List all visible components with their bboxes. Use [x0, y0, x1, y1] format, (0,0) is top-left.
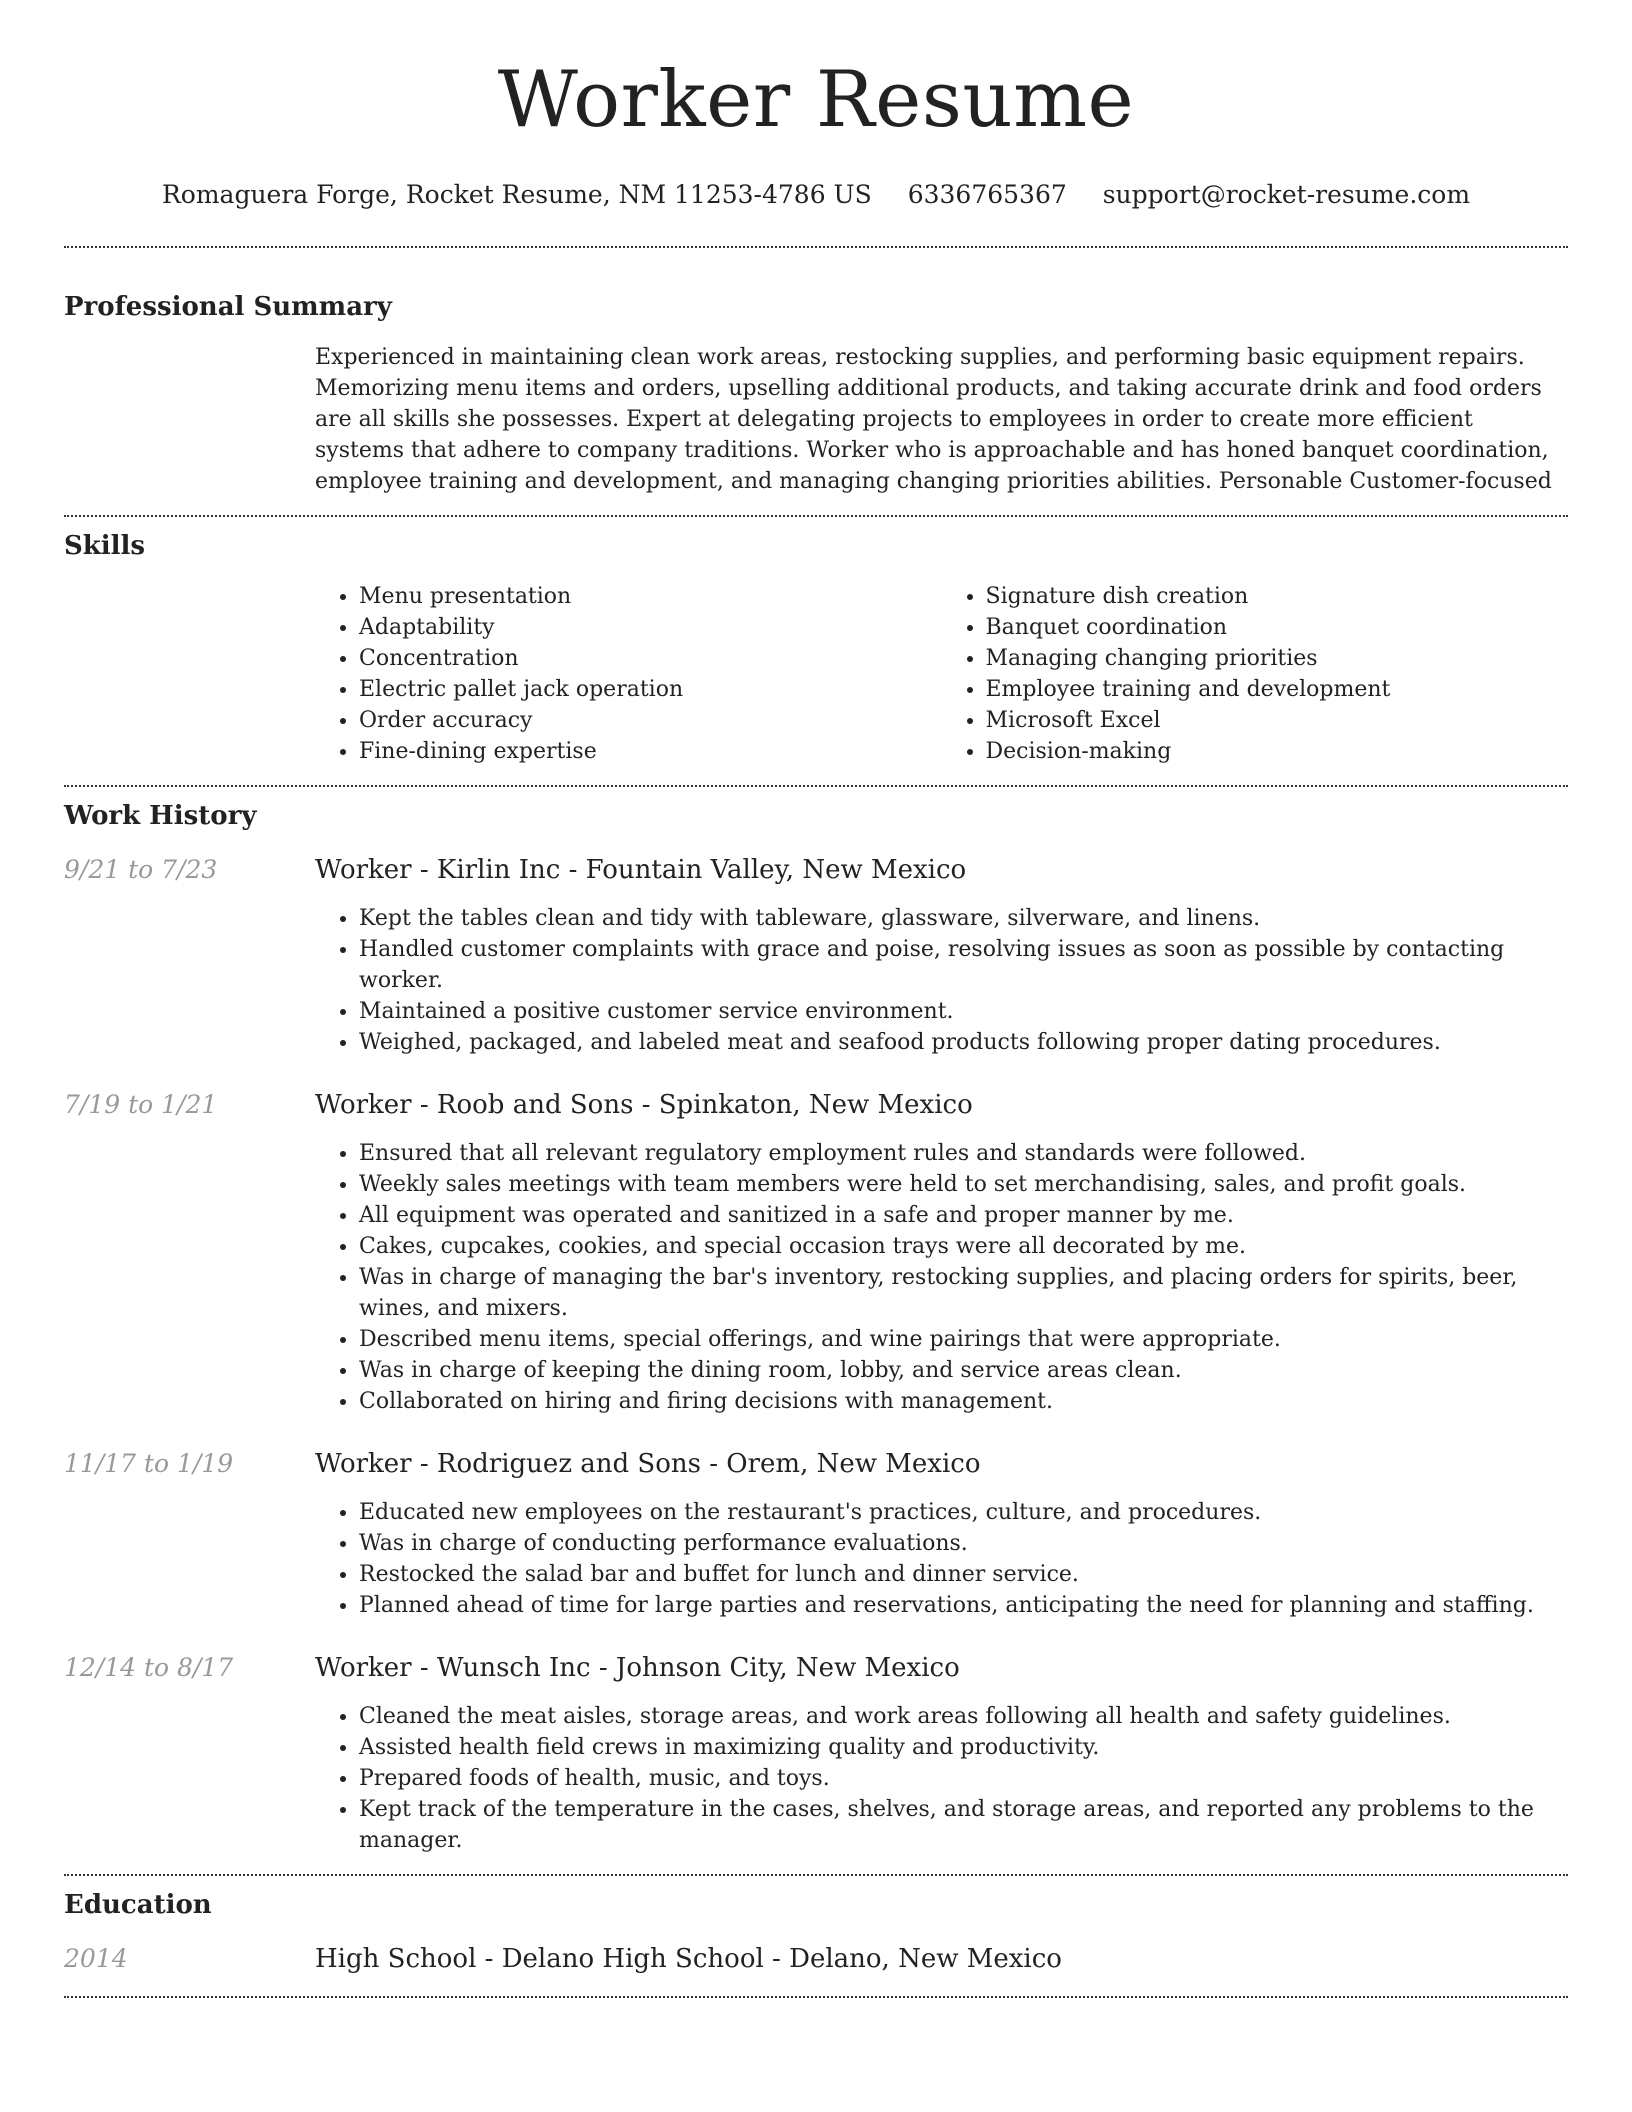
- job-title: Worker - Rodriguez and Sons - Orem, New Mexico: [315, 1449, 981, 1479]
- summary-row: [64, 342, 1568, 497]
- section-title-education: Education: [64, 1890, 212, 1920]
- job-bullet: • Described menu items, special offerings, and wine pairings that were appropriate.: [359, 1324, 1568, 1355]
- skill-item: • Banquet coordination: [986, 612, 1569, 643]
- skill-item: • Decision-making: [986, 736, 1569, 767]
- job-bullet: • Was in charge of keeping the dining room, lobby, and service areas clean.: [359, 1355, 1568, 1386]
- job-title: Worker - Kirlin Inc - Fountain Valley, New Mexico: [315, 855, 967, 885]
- job-bullet: • Ensured that all relevant regulatory employment rules and standards were followed.: [359, 1138, 1568, 1169]
- skill-item: • Employee training and development: [986, 674, 1569, 705]
- job-dates: 11/17 to 1/19: [64, 1449, 234, 1478]
- skills-columns: [315, 581, 1568, 767]
- job-bullet: • All equipment was operated and sanitized in a safe and proper manner by me.: [359, 1200, 1568, 1231]
- divider: [64, 515, 1568, 517]
- job-bullet: • Maintained a positive customer service environment.: [359, 996, 1568, 1027]
- job-bullet: • Cakes, cupcakes, cookies, and special occasion trays were all decorated by me.: [359, 1231, 1568, 1262]
- job-entry: [64, 1447, 1568, 1621]
- job-dates: 7/19 to 1/21: [64, 1090, 218, 1119]
- job-bullets: [315, 1497, 1568, 1621]
- skills-row: [64, 581, 1568, 767]
- skill-item: • Concentration: [359, 643, 942, 674]
- job-bullet: • Cleaned the meat aisles, storage areas, and work areas following all health and safety guidelines.: [359, 1701, 1568, 1732]
- education-entry: [64, 1942, 1568, 1976]
- job-bullet: • Weekly sales meetings with team members were held to set merchandising, sales, and profit goals.: [359, 1169, 1568, 1200]
- skill-item: • Menu presentation: [359, 581, 942, 612]
- skills-list-left: [315, 581, 942, 767]
- contact-phone: 6336765367: [907, 180, 1067, 209]
- divider: [64, 785, 1568, 787]
- divider: [64, 1874, 1568, 1876]
- job-bullet: • Handled customer complaints with grace and poise, resolving issues as soon as possible by contacting worker.: [359, 934, 1568, 996]
- education-title: High School - Delano High School - Delano, New Mexico: [315, 1944, 1062, 1974]
- job-bullet: • Was in charge of managing the bar's inventory, restocking supplies, and placing orders for spirits, beer, wines, and mixers.: [359, 1262, 1568, 1324]
- divider: [64, 1996, 1568, 1998]
- job-bullet: • Planned ahead of time for large parties and reservations, anticipating the need for planning and staffing.: [359, 1590, 1568, 1621]
- job-bullet: • Weighed, packaged, and labeled meat and seafood products following proper dating procedures.: [359, 1027, 1568, 1058]
- contact-address: Romaguera Forge, Rocket Resume, NM 11253-4786 US: [161, 180, 872, 209]
- job-dates: 12/14 to 8/17: [64, 1653, 234, 1682]
- section-title-work: Work History: [64, 801, 257, 831]
- section-title-summary: Professional Summary: [64, 292, 392, 322]
- education-year: 2014: [64, 1944, 128, 1973]
- job-bullets: [315, 1138, 1568, 1417]
- job-bullet: • Prepared foods of health, music, and toys.: [359, 1763, 1568, 1794]
- divider: [64, 246, 1568, 248]
- job-entry: [64, 853, 1568, 1058]
- job-bullet: • Restocked the salad bar and buffet for lunch and dinner service.: [359, 1559, 1568, 1590]
- job-dates: 9/21 to 7/23: [64, 855, 218, 884]
- job-bullet: • Educated new employees on the restaurant's practices, culture, and procedures.: [359, 1497, 1568, 1528]
- skill-item: • Order accuracy: [359, 705, 942, 736]
- skill-item: • Signature dish creation: [986, 581, 1569, 612]
- job-title: Worker - Wunsch Inc - Johnson City, New Mexico: [315, 1653, 960, 1683]
- job-bullet: • Kept track of the temperature in the cases, shelves, and storage areas, and reported any problems to the manager.: [359, 1794, 1568, 1856]
- job-bullet: • Was in charge of conducting performance evaluations.: [359, 1528, 1568, 1559]
- skills-list-right: [942, 581, 1569, 767]
- skill-item: • Adaptability: [359, 612, 942, 643]
- skill-item: • Electric pallet jack operation: [359, 674, 942, 705]
- job-bullet: • Assisted health field crews in maximizing quality and productivity.: [359, 1732, 1568, 1763]
- resume-title: Worker Resume: [497, 55, 1135, 145]
- job-title: Worker - Roob and Sons - Spinkaton, New Mexico: [315, 1090, 973, 1120]
- contact-email[interactable]: support@rocket-resume.com: [1102, 180, 1471, 209]
- summary-text: Experienced in maintaining clean work areas, restocking supplies, and performing basic equipment repairs. Memorizing menu items and orders, upselling additional products, and taking accurate drink and food orders are all skills she possesses. Expert at delegating projects to employees in order to create more efficient systems that adhere to company traditions. Worker who is approachable and has honed banquet coordination, employee training and development, and managing changing priorities abilities. Personable Customer-focused: [315, 345, 1552, 494]
- contact-line: [64, 178, 1568, 212]
- job-bullet: • Kept the tables clean and tidy with tableware, glassware, silverware, and linens.: [359, 903, 1568, 934]
- section-title-skills: Skills: [64, 531, 146, 561]
- skill-item: • Microsoft Excel: [986, 705, 1569, 736]
- job-bullets: [315, 1701, 1568, 1856]
- job-bullets: [315, 903, 1568, 1058]
- skill-item: • Managing changing priorities: [986, 643, 1569, 674]
- job-bullet: • Collaborated on hiring and firing decisions with management.: [359, 1386, 1568, 1417]
- job-entry: [64, 1088, 1568, 1417]
- skill-item: • Fine-dining expertise: [359, 736, 942, 767]
- job-entry: [64, 1651, 1568, 1856]
